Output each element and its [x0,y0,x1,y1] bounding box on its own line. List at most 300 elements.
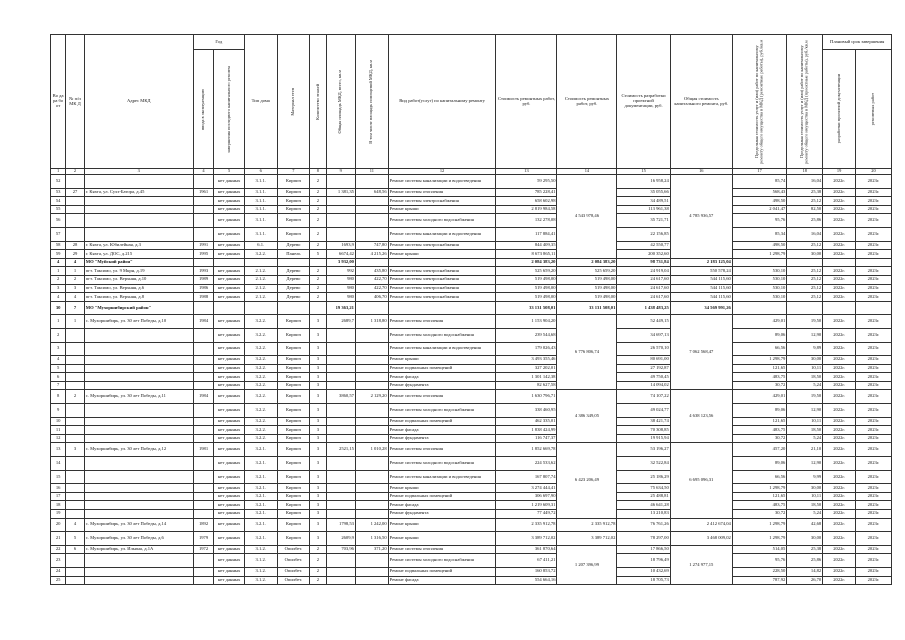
cell-work-type: Ремонт фундамента [388,510,496,519]
cell-house-type: 3.1.1. [244,214,277,228]
table-row [51,554,892,568]
cell-house-number [66,510,85,519]
cell-address: с. Мухоршибирь, ул. 30 лет Победы, д.10 [84,315,193,329]
cell-house-number [66,373,85,382]
cell-floors: 2 [310,188,326,197]
cell-repair-cost-total: 525 659,20 [557,267,617,276]
column-number: 5 [214,169,245,175]
cell-deadline-design: 2022г. [823,510,856,519]
cell-work-type: Ремонт системы электроснабжения [388,241,496,250]
cell-limit-design: 18,50 [787,426,823,435]
cell-house-number: 29 [66,250,85,259]
table-row [51,457,892,471]
cell-limit-repair: 121,65 [732,364,786,373]
cell-year-last-repair: нет данных [214,532,245,546]
cell-total-area: 6674,42 [326,250,355,259]
cell-wall-material: Кирпич [277,404,310,418]
cell-limit-repair: 85,34 [732,227,786,241]
cell-wall-material: Опилбет. [277,567,310,576]
cell-design-cost: 49 024,77 [617,404,670,418]
cell-repair-cost: 554 664,16 [496,576,557,585]
cell-address [84,501,193,510]
cell-design-cost: 113 961,38 [617,205,670,214]
cell-total-area: 2689,7 [326,315,355,329]
cell-floors [310,301,326,315]
cell-house-type: 3.2.1. [244,492,277,501]
cell-year-commission: 1979 [193,532,214,546]
cell-house-number: 4 [66,258,85,267]
cell-year-commission [193,501,214,510]
cell-total-area [326,470,355,484]
cell-year-last-repair: нет данных [214,227,245,241]
header-repair-cost: Стоимость ремонтных работ, руб. [496,35,557,169]
cell-premises-area: 1 318,80 [355,315,388,329]
cell-design-cost: 22 156,85 [617,227,670,241]
header-limit-repair: Предельная стоимость услуг и (или) работ по капитальному ремонту общего имущества в МКД (ремонтные работы), руб./кв.м [732,35,786,169]
cell-total-area: 1693,9 [326,241,355,250]
cell-row-number: 1 [51,315,66,329]
cell-house-number: 4 [66,518,85,532]
cell-limit-repair: 30,72 [732,434,786,443]
cell-deadline-design: 2022г. [823,545,856,554]
cell-house-type: 6.1. [244,241,277,250]
cell-row-number: 30 [51,301,66,315]
cell-row-number: 13 [51,443,66,457]
cell-deadline-design: 2022г. [823,227,856,241]
table-body [51,175,892,585]
cell-address [84,484,193,493]
cell-year-last-repair: нет данных [214,484,245,493]
cell-wall-material: Кирпич [277,205,310,214]
header-wall-material: Материал стен [277,35,310,169]
cell-deadline-design: 2022г. [823,293,856,302]
table-row [51,267,892,276]
cell-total-cost: 1 274 977,15 [670,545,732,584]
cell-year-last-repair: нет данных [214,284,245,293]
cell-limit-design: 25,86 [787,554,823,568]
cell-floors: 3 [310,484,326,493]
cell-house-type: 2.1.2. [244,275,277,284]
cell-year-last-repair: нет данных [214,275,245,284]
cell-repair-cost-total: 6 776 806,74 [557,315,617,390]
cell-house-type: 3.2.1. [244,510,277,519]
cell-deadline-repair: 2023г. [855,250,891,259]
cell-repair-cost: 525 659,20 [496,267,557,276]
cell-house-type: 3.2.2. [244,342,277,356]
cell-house-type: 3.2.1. [244,457,277,471]
cell-repair-cost: 519 498,00 [496,293,557,302]
header-total-cost: Общая стоимость капитального ремонта, руб. [670,35,732,169]
cell-year-commission [193,328,214,342]
cell-row-number: 19 [51,510,66,519]
cell-work-type: Ремонт фундамента [388,434,496,443]
cell-deadline-design: 2022г. [823,532,856,546]
cell-deadline-design: 2022г. [823,443,856,457]
cell-floors: 3 [310,373,326,382]
cell-repair-cost-total: 1 207 396,99 [557,545,617,584]
cell-limit-design: 9,99 [787,470,823,484]
cell-year-last-repair: нет данных [214,214,245,228]
cell-floors: 2 [310,545,326,554]
cell-limit-design: 19,50 [787,390,823,404]
cell-limit-repair: 66,56 [732,342,786,356]
cell-total-area [326,510,355,519]
table-row [51,576,892,585]
cell-year-last-repair: нет данных [214,241,245,250]
cell-repair-cost: 224 533,62 [496,457,557,471]
cell-total-area [326,554,355,568]
cell-row-number: 56 [51,214,66,228]
cell-repair-cost: 2 335 912,78 [496,518,557,532]
cell-address: с. Мухоршибирь, ул. 30 лет Победы, д.11 [84,390,193,404]
cell-deadline-repair: 2023г. [855,315,891,329]
table-row [51,301,892,315]
cell-limit-design: 5,24 [787,510,823,519]
cell-year-commission [193,510,214,519]
cell-floors: 2 [310,567,326,576]
cell-total-area: 992 [326,267,355,276]
cell-total-area [326,373,355,382]
cell-total-cost: 6 695 096,31 [670,443,732,518]
cell-deadline-design: 2022г. [823,381,856,390]
cell-limit-repair: 30,72 [732,510,786,519]
cell-deadline-repair: 2023г. [855,267,891,276]
cell-deadline-design: 2022г. [823,457,856,471]
cell-deadline-repair: 2023г. [855,205,891,214]
cell-address [84,510,193,519]
cell-deadline-design: 2022г. [823,404,856,418]
cell-work-type: Ремонт системы канализации и водоотведения [388,342,496,356]
cell-work-type: Ремонт крыши [388,518,496,532]
cell-deadline-design: 2022г. [823,328,856,342]
cell-house-type: 3.2.2. [244,417,277,426]
cell-premises-area [355,381,388,390]
cell-row-number: 16 [51,484,66,493]
header-c2: № п/п МК Д [66,35,85,169]
cell-deadline-design: 2022г. [823,214,856,228]
cell-year-commission [193,258,214,267]
cell-design-cost: 32 522,84 [617,457,670,471]
column-number: 11 [355,169,388,175]
cell-deadline-repair: 2023г. [855,364,891,373]
cell-total-cost: 544 115,60 [670,275,732,284]
cell-row-number: 10 [51,417,66,426]
cell-row-number: 25 [51,576,66,585]
cell-deadline-design: 2022г. [823,205,856,214]
table-row [51,484,892,493]
cell-deadline-design: 2022г. [823,284,856,293]
cell-repair-cost: 239 544,68 [496,328,557,342]
cell-year-last-repair: нет данных [214,545,245,554]
cell-floors: 5 [310,250,326,259]
cell-house-number [66,356,85,365]
cell-wall-material: Кирпич [277,364,310,373]
cell-house-number [66,426,85,435]
cell-premises-area [355,373,388,382]
cell-total-area [326,501,355,510]
cell-wall-material: Кирпич [277,214,310,228]
cell-repair-cost-total: 519 498,00 [557,293,617,302]
cell-row-number: 52 [51,175,66,189]
cell-year-last-repair: нет данных [214,492,245,501]
cell-house-number: 4 [66,293,85,302]
cell-house-number [66,554,85,568]
cell-limit-design: 19,50 [787,315,823,329]
cell-total-cost: 3 468 009,02 [670,532,732,546]
cell-deadline-design: 2022г. [823,342,856,356]
cell-design-cost: 26 570,10 [617,342,670,356]
cell-deadline-design: 2022г. [823,492,856,501]
cell-deadline-design: 2022г. [823,576,856,585]
cell-work-type: Ремонт системы холодного водоснабжения [388,328,496,342]
cell-wall-material: Дерево [277,267,310,276]
cell-repair-cost: 1 852 669,78 [496,443,557,457]
cell-work-type: Ремонт системы электроснабжения [388,197,496,206]
cell-year-commission [193,381,214,390]
cell-limit-repair: 89,06 [732,404,786,418]
cell-deadline-repair: 2023г. [855,492,891,501]
cell-limit-repair: 1 298,79 [732,532,786,546]
table-row [51,492,892,501]
cell-repair-cost: 519 498,00 [496,275,557,284]
cell-work-type: Ремонт фасада [388,373,496,382]
cell-house-number [66,434,85,443]
cell-limit-repair: 530,10 [732,267,786,276]
cell-year-commission: 1995 [193,250,214,259]
cell-address: МО "Муйский район" [84,258,193,267]
cell-premises-area: 1 242,00 [355,518,388,532]
cell-limit-repair: 121,65 [732,417,786,426]
cell-address [84,470,193,484]
cell-address: г. Кяхта, ул. ДОС, д.215 [84,250,193,259]
cell-repair-cost: 132 278,08 [496,214,557,228]
cell-deadline-repair: 2023г. [855,501,891,510]
cell-design-cost: 24 617,60 [617,293,670,302]
cell-address: г. Кяхта, ул. Сухэ-Батора, д.45 [84,188,193,197]
cell-work-type: Ремонт крыши [388,250,496,259]
cell-house-number [66,364,85,373]
cell-premises-area: 1 010,28 [355,443,388,457]
cell-repair-cost-total: 519 498,00 [557,275,617,284]
cell-work-type: Ремонт крыши [388,532,496,546]
cell-deadline-repair: 2023г. [855,567,891,576]
cell-year-last-repair: нет данных [214,328,245,342]
cell-limit-design: 12,90 [787,404,823,418]
cell-address: пгт. Таксимо, ул. Верхняя, д.10 [84,275,193,284]
cell-row-number: 8 [51,390,66,404]
cell-premises-area [355,205,388,214]
cell-premises-area: 1 316,50 [355,532,388,546]
cell-address [84,381,193,390]
cell-limit-repair: 30,72 [732,381,786,390]
cell-year-commission [193,492,214,501]
cell-limit-repair: 228,50 [732,567,786,576]
header-year-last-repair: завершения последнего капитального ремонта [214,50,245,169]
cell-total-cost: 2 183 125,04 [670,258,732,267]
cell-house-number [66,175,85,189]
cell-house-type: 3.2.2. [244,328,277,342]
cell-year-last-repair: нет данных [214,426,245,435]
cell-limit-design: 42,68 [787,518,823,532]
cell-total-cost: 34 569 991,26 [670,301,732,315]
cell-year-commission [193,205,214,214]
cell-row-number: 7 [51,381,66,390]
cell-work-type: Ремонт подвальных помещений [388,567,496,576]
cell-year-last-repair: нет данных [214,381,245,390]
column-number: 6 [244,169,277,175]
cell-house-number: 2 [66,390,85,404]
cell-deadline-repair: 2023г. [855,554,891,568]
cell-design-cost: 34 697,13 [617,328,670,342]
cell-floors: 3 [310,426,326,435]
cell-deadline-repair [855,301,891,315]
cell-work-type: Ремонт фасада [388,426,496,435]
column-number: 19 [823,169,856,175]
cell-work-type: Ремонт подвальных помещений [388,492,496,501]
cell-work-type: Ремонт системы электроснабжения [388,293,496,302]
header-limit-design: Предельная стоимость услуг и (или) работ по капитальному ремонту общего имущества в МКД (проектные работы), руб./кв.м [787,35,823,169]
cell-deadline-repair: 2023г. [855,188,891,197]
cell-house-number [66,404,85,418]
cell-house-type [244,258,277,267]
cell-floors: 2 [310,175,326,189]
cell-floors: 2 [310,214,326,228]
cell-work-type: Ремонт системы канализации и водоотведения [388,227,496,241]
cell-deadline-repair: 2023г. [855,510,891,519]
cell-total-cost: 2 412 674,04 [670,518,732,532]
table-row [51,443,892,457]
column-number: 20 [855,169,891,175]
column-number: 9 [326,169,355,175]
cell-floors: 2 [310,205,326,214]
cell-repair-cost: 2 084 383,20 [496,258,557,267]
cell-total-area: 703,96 [326,545,355,554]
cell-house-type: 2.1.2. [244,267,277,276]
cell-limit-design: 5,24 [787,381,823,390]
cell-floors: 2 [310,227,326,241]
cell-repair-cost: 462 335,01 [496,417,557,426]
cell-year-commission [193,356,214,365]
cell-year-last-repair: нет данных [214,188,245,197]
cell-floors: 3 [310,342,326,356]
cell-address: пгт. Таксимо, ул. 9 Мкрн, д.19 [84,267,193,276]
cell-floors: 2 [310,576,326,585]
cell-premises-area: 747,80 [355,241,388,250]
column-number: 17 [732,169,786,175]
cell-wall-material: Кирпич [277,342,310,356]
cell-deadline-repair: 2023г. [855,175,891,189]
cell-deadline-design: 2022г. [823,373,856,382]
cell-total-area: 19 363,21 [326,301,355,315]
cell-floors: 2 [310,554,326,568]
cell-total-area: 2609,9 [326,532,355,546]
cell-repair-cost: 160 853,72 [496,567,557,576]
cell-deadline-design: 2022г. [823,175,856,189]
cell-deadline-repair: 2023г. [855,457,891,471]
cell-year-last-repair: нет данных [214,404,245,418]
cell-year-commission [193,227,214,241]
cell-floors: 2 [310,275,326,284]
cell-row-number: 17 [51,492,66,501]
cell-floors: 3 [310,356,326,365]
cell-limit-design: 12,90 [787,328,823,342]
cell-repair-cost-total: 33 131 508,01 [557,301,617,315]
cell-repair-cost: 8 673 865,11 [496,250,557,259]
cell-year-commission [193,417,214,426]
cell-limit-repair: 457,20 [732,443,786,457]
table-row [51,567,892,576]
cell-wall-material: Кирпич [277,356,310,365]
cell-limit-design: 10,11 [787,492,823,501]
cell-total-area [326,457,355,471]
cell-floors: 3 [310,510,326,519]
cell-year-commission [193,214,214,228]
cell-deadline-design: 2022г. [823,390,856,404]
cell-address [84,567,193,576]
cell-house-type: 3.2.2. [244,356,277,365]
cell-deadline-repair: 2023г. [855,417,891,426]
cell-year-commission: 1986 [193,284,214,293]
cell-house-number [66,214,85,228]
cell-limit-repair: 498,50 [732,241,786,250]
cell-repair-cost: 179 026,43 [496,342,557,356]
capital-repair-table [50,34,892,585]
cell-year-last-repair: нет данных [214,364,245,373]
cell-deadline-repair: 2023г. [855,284,891,293]
cell-address [84,197,193,206]
cell-repair-cost: 33 131 508,01 [496,301,557,315]
cell-premises-area: 406,70 [355,293,388,302]
cell-address [84,205,193,214]
cell-year-last-repair: нет данных [214,554,245,568]
cell-year-commission: 1984 [193,390,214,404]
cell-house-type: 3.2.2. [244,250,277,259]
cell-address: с. Мухоршибирь, ул. 30 лет Победы, д.14 [84,518,193,532]
cell-deadline-repair: 2023г. [855,342,891,356]
cell-house-type: 3.2.1. [244,484,277,493]
cell-total-area [326,328,355,342]
cell-floors [310,258,326,267]
cell-house-type: 3.2.2. [244,381,277,390]
cell-premises-area: 371,20 [355,545,388,554]
cell-row-number: 5 [51,364,66,373]
cell-limit-design: 25,38 [787,545,823,554]
column-number: 4 [193,169,214,175]
cell-limit-repair: 483,75 [732,501,786,510]
cell-wall-material: Кирпич [277,532,310,546]
cell-address [84,404,193,418]
cell-deadline-repair: 2023г. [855,576,891,585]
cell-year-last-repair: нет данных [214,197,245,206]
cell-row-number: 58 [51,241,66,250]
cell-deadline-repair: 2023г. [855,197,891,206]
cell-work-type: Ремонт фасада [388,576,496,585]
cell-year-commission [193,364,214,373]
cell-work-type: Ремонт системы электроснабжения [388,275,496,284]
table-row [51,197,892,206]
cell-house-type: 3.2.1. [244,443,277,457]
cell-house-number [66,484,85,493]
cell-wall-material: Кирпич [277,426,310,435]
cell-deadline-design: 2022г. [823,315,856,329]
cell-work-type: Ремонт подвальных помещений [388,364,496,373]
cell-design-cost: 53 196,27 [617,443,670,457]
cell-repair-cost: 1 219 609,31 [496,501,557,510]
column-number: 1 [51,169,66,175]
cell-premises-area [355,567,388,576]
cell-address [84,364,193,373]
cell-year-last-repair: нет данных [214,356,245,365]
